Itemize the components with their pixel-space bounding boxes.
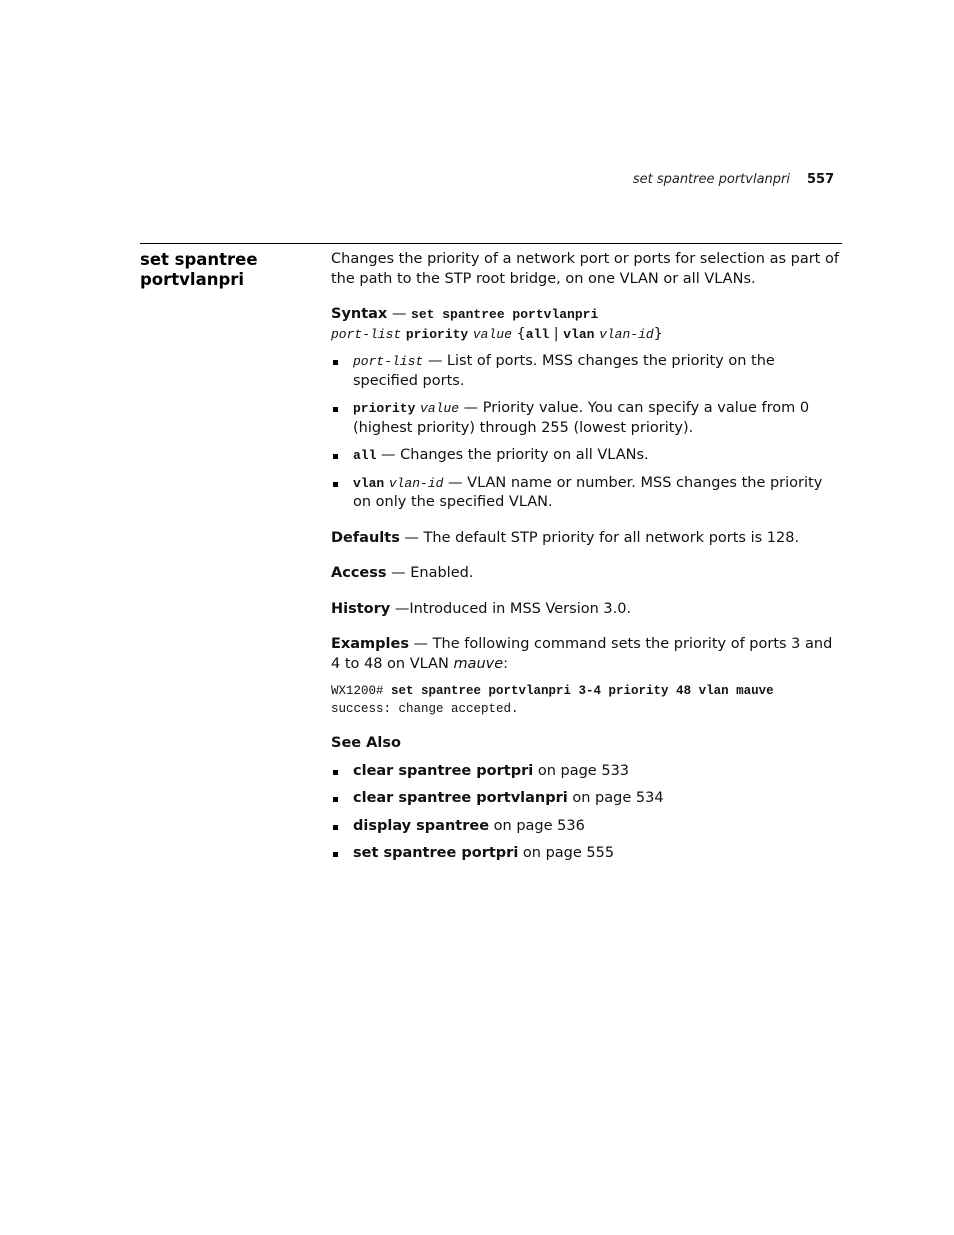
access-paragraph: Access — Enabled. bbox=[331, 565, 474, 581]
bullet-icon bbox=[333, 407, 338, 412]
page-number: 557 bbox=[807, 172, 835, 187]
section-divider bbox=[140, 243, 842, 244]
bullet-icon bbox=[333, 482, 338, 487]
command-heading bbox=[140, 250, 320, 290]
parameter-list bbox=[331, 352, 843, 513]
bullet-icon bbox=[333, 454, 338, 459]
bullet-icon bbox=[333, 797, 338, 802]
syntax-label: Syntax bbox=[331, 306, 388, 322]
bullet-icon bbox=[333, 360, 338, 365]
syntax-command: set spantree portvlanpri bbox=[411, 307, 599, 322]
content-column bbox=[331, 250, 843, 872]
command-heading-line1: set spantree bbox=[140, 250, 258, 269]
see-also-item[interactable]: set spantree portpri on page 555 bbox=[331, 844, 843, 864]
see-also-heading: See Also bbox=[331, 735, 401, 751]
list-item: vlan vlan-id — VLAN name or number. MSS changes the priority on only the specified VLAN. bbox=[331, 474, 843, 513]
see-also-link[interactable]: set spantree portpri bbox=[353, 845, 519, 861]
bullet-icon bbox=[333, 770, 338, 775]
list-item: priority value — Priority value. You can specify a value from 0 (highest priority) through 255 (lowest priority). bbox=[331, 399, 843, 438]
see-also-list bbox=[331, 762, 843, 864]
history-paragraph: History —Introduced in MSS Version 3.0. bbox=[331, 600, 632, 617]
syntax-dash: — bbox=[387, 306, 412, 322]
syntax-block bbox=[331, 305, 843, 344]
cli-command: set spantree portvlanpri 3-4 priority 48 vlan mauve bbox=[391, 684, 774, 698]
example-code-block bbox=[331, 682, 843, 718]
running-header-title: set spantree portvlanpri bbox=[632, 172, 790, 187]
list-item: port-list — List of ports. MSS changes the priority on the specified ports. bbox=[331, 352, 843, 391]
bullet-icon bbox=[333, 825, 338, 830]
see-also-link[interactable]: clear spantree portpri bbox=[353, 762, 534, 779]
cli-prompt: WX1200# bbox=[331, 684, 392, 698]
see-also-link[interactable]: display spantree bbox=[353, 817, 490, 834]
intro-paragraph: Changes the priority of a network port or ports for selection as part of the path to the STP root bridge, on one VLAN or all VLANs. bbox=[331, 251, 839, 287]
see-also-item[interactable]: display spantree on page 536 bbox=[331, 817, 843, 837]
list-item: all — Changes the priority on all VLANs. bbox=[331, 446, 843, 466]
see-also-item[interactable]: clear spantree portvlanpri on page 534 bbox=[331, 789, 843, 809]
see-also-link[interactable]: clear spantree portvlanpri bbox=[353, 790, 568, 806]
command-heading-line2: portvlanpri bbox=[140, 270, 245, 289]
syntax-arguments: port-list priority value {all | vlan vlan-id} bbox=[331, 325, 663, 342]
examples-paragraph: Examples — The following command sets the priority of ports 3 and 4 to 48 on VLAN mauve: bbox=[331, 636, 833, 672]
see-also-item[interactable]: clear spantree portpri on page 533 bbox=[331, 762, 843, 782]
defaults-paragraph: Defaults — The default STP priority for all network ports is 128. bbox=[331, 529, 800, 546]
cli-output: success: change accepted. bbox=[331, 702, 519, 716]
bullet-icon bbox=[333, 852, 338, 857]
